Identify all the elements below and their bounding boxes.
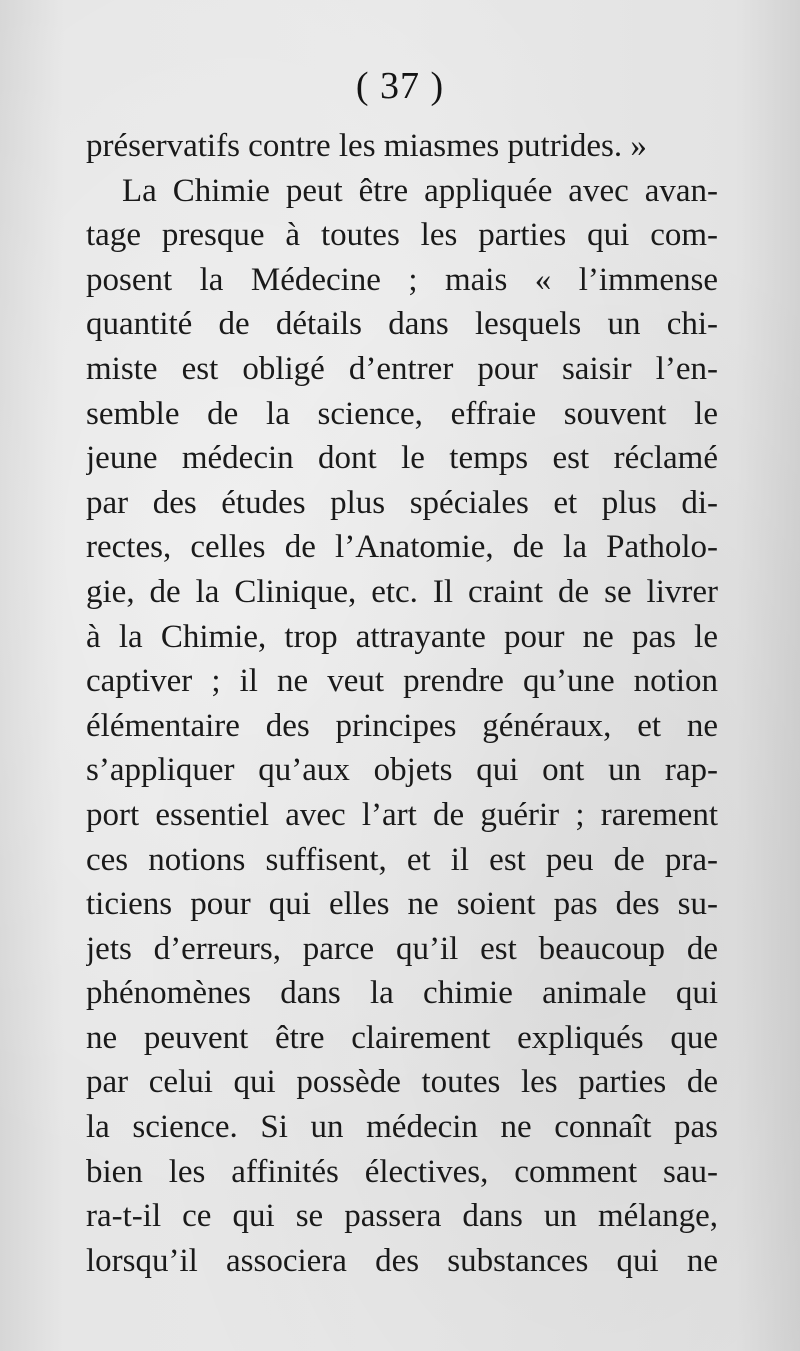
text-line: s’appliquer qu’aux objets qui ont un rap- <box>86 752 718 789</box>
text-line: préservatifs contre les miasmes putrides. » <box>86 128 647 164</box>
text-line: ticiens pour qui elles ne soient pas des su- <box>86 886 718 923</box>
text-line: port essentiel avec l’art de guérir ; rarement <box>86 796 718 833</box>
text-line: posent la Médecine ; mais « l’immense <box>86 261 718 298</box>
text-line: captiver ; il ne veut prendre qu’une notion <box>86 663 718 700</box>
text-line: phénomènes dans la chimie animale qui <box>86 975 718 1012</box>
text-line: gie, de la Clinique, etc. Il craint de se livrer <box>86 573 718 610</box>
page-number: ( 37 ) <box>355 65 445 107</box>
text-line: par celui qui possède toutes les parties de <box>86 1064 718 1101</box>
text-line: ces notions suffisent, et il est peu de pra- <box>86 841 718 878</box>
text-line: à la Chimie, trop attrayante pour ne pas le <box>86 618 718 655</box>
text-line: jets d’erreurs, parce qu’il est beaucoup de <box>86 930 718 967</box>
text-line: bien les affinités électives, comment sau- <box>86 1153 718 1190</box>
text-line: miste est obligé d’entrer pour saisir l’en- <box>86 350 718 387</box>
text-line: semble de la science, effraie souvent le <box>86 395 718 432</box>
text-line: lorsqu’il associera des substances qui ne <box>86 1242 718 1279</box>
text-line: par des études plus spéciales et plus di- <box>86 484 718 521</box>
text-line: ra-t-il ce qui se passera dans un mélange, <box>86 1198 718 1235</box>
text-line: rectes, celles de l’Anatomie, de la Patholo- <box>86 529 718 566</box>
text-line: quantité de détails dans lesquels un chi- <box>86 306 718 343</box>
text-line: élémentaire des principes généraux, et ne <box>86 707 718 744</box>
text-line: ne peuvent être clairement expliqués que <box>86 1019 718 1056</box>
text-line: jeune médecin dont le temps est réclamé <box>86 440 718 477</box>
text-line: La Chimie peut être appliquée avec avan- <box>122 172 718 209</box>
text-line: la science. Si un médecin ne connaît pas <box>86 1109 718 1146</box>
body-text <box>86 124 718 1283</box>
text-line: tage presque à toutes les parties qui com- <box>86 217 718 254</box>
